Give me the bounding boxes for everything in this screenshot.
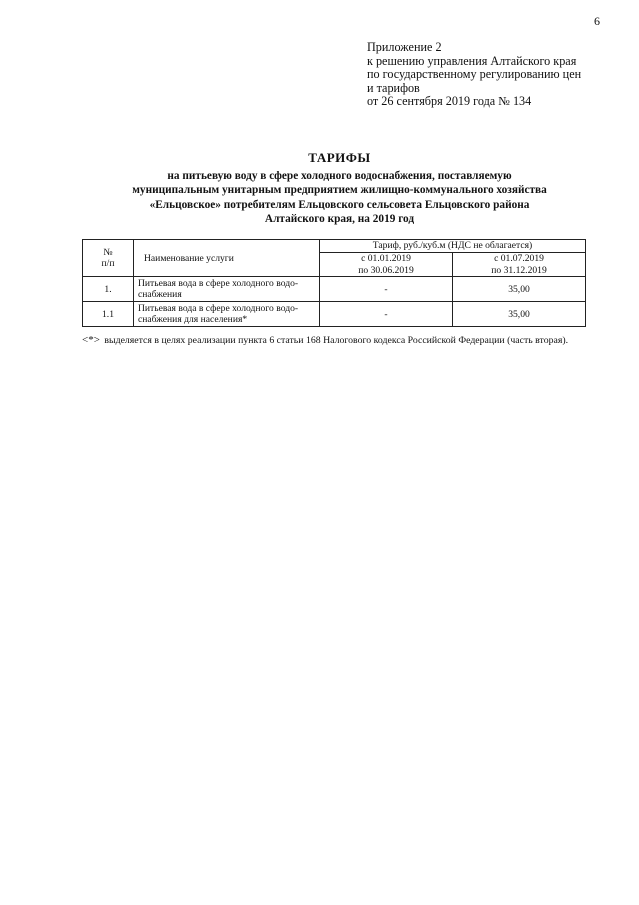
row-name: [134, 302, 320, 327]
footnote-text: выделяется в целях реализации пункта 6 статьи 168 Налогового кодекса Российской Федерации (часть вторая).: [104, 335, 569, 346]
header-service: Наименование услуги: [134, 240, 320, 277]
subtitle-line: муниципальным унитарным предприятием жилищно-коммунального хозяйства: [132, 184, 547, 197]
row-name-line: снабжения для населения*: [138, 314, 248, 325]
document-subtitle: [20, 169, 639, 226]
subtitle-line: на питьевую воду в сфере холодного водоснабжения, поставляемую: [167, 170, 512, 182]
document-title-block: [20, 150, 639, 226]
row-name-line: Питьевая вода в сфере холодного водо-: [138, 278, 299, 289]
row-name: [134, 277, 320, 302]
header-num-symbol: №: [103, 247, 113, 258]
table-header-row: [83, 240, 586, 253]
row-value-period-2: 35,00: [453, 302, 586, 327]
tariff-table: [82, 239, 586, 327]
period-from: с 01.07.2019: [494, 253, 544, 264]
row-name-line: Питьевая вода в сфере холодного водо-: [138, 303, 299, 314]
appendix-line: Приложение 2: [367, 40, 442, 54]
appendix-line: от 26 сентября 2019 года № 134: [367, 94, 532, 109]
row-value-period-2: 35,00: [453, 277, 586, 302]
header-tariff: Тариф, руб./куб.м (НДС не облагается): [320, 240, 586, 253]
header-num: [83, 240, 134, 277]
header-period-1: [320, 253, 453, 277]
footnote: [82, 333, 592, 348]
row-value-period-1: -: [320, 302, 453, 327]
footnote-mark: <*>: [82, 334, 100, 346]
document-title: ТАРИФЫ: [308, 150, 371, 165]
period-to: по 31.12.2019: [491, 264, 547, 276]
header-period-2: [453, 253, 586, 277]
appendix-line: к решению управления Алтайского края: [367, 53, 577, 68]
appendix-header: [367, 41, 581, 109]
row-num: 1.1: [83, 302, 134, 327]
table-row: [83, 302, 586, 327]
appendix-line: по государственному регулированию цен: [367, 67, 582, 82]
header-num-abbrev: п/п: [101, 258, 115, 269]
appendix-line: и тарифов: [367, 80, 420, 95]
table-row: [83, 277, 586, 302]
row-num: 1.: [83, 277, 134, 302]
page-number: 6: [594, 14, 600, 28]
row-name-line: снабжения: [138, 289, 182, 300]
period-to: по 30.06.2019: [358, 264, 414, 276]
subtitle-line: Алтайского края, на 2019 год: [264, 212, 415, 225]
period-from: с 01.01.2019: [361, 253, 411, 264]
row-value-period-1: -: [320, 277, 453, 302]
subtitle-line: «Ельцовское» потребителям Ельцовского сельсовета Ельцовского района: [149, 198, 530, 211]
